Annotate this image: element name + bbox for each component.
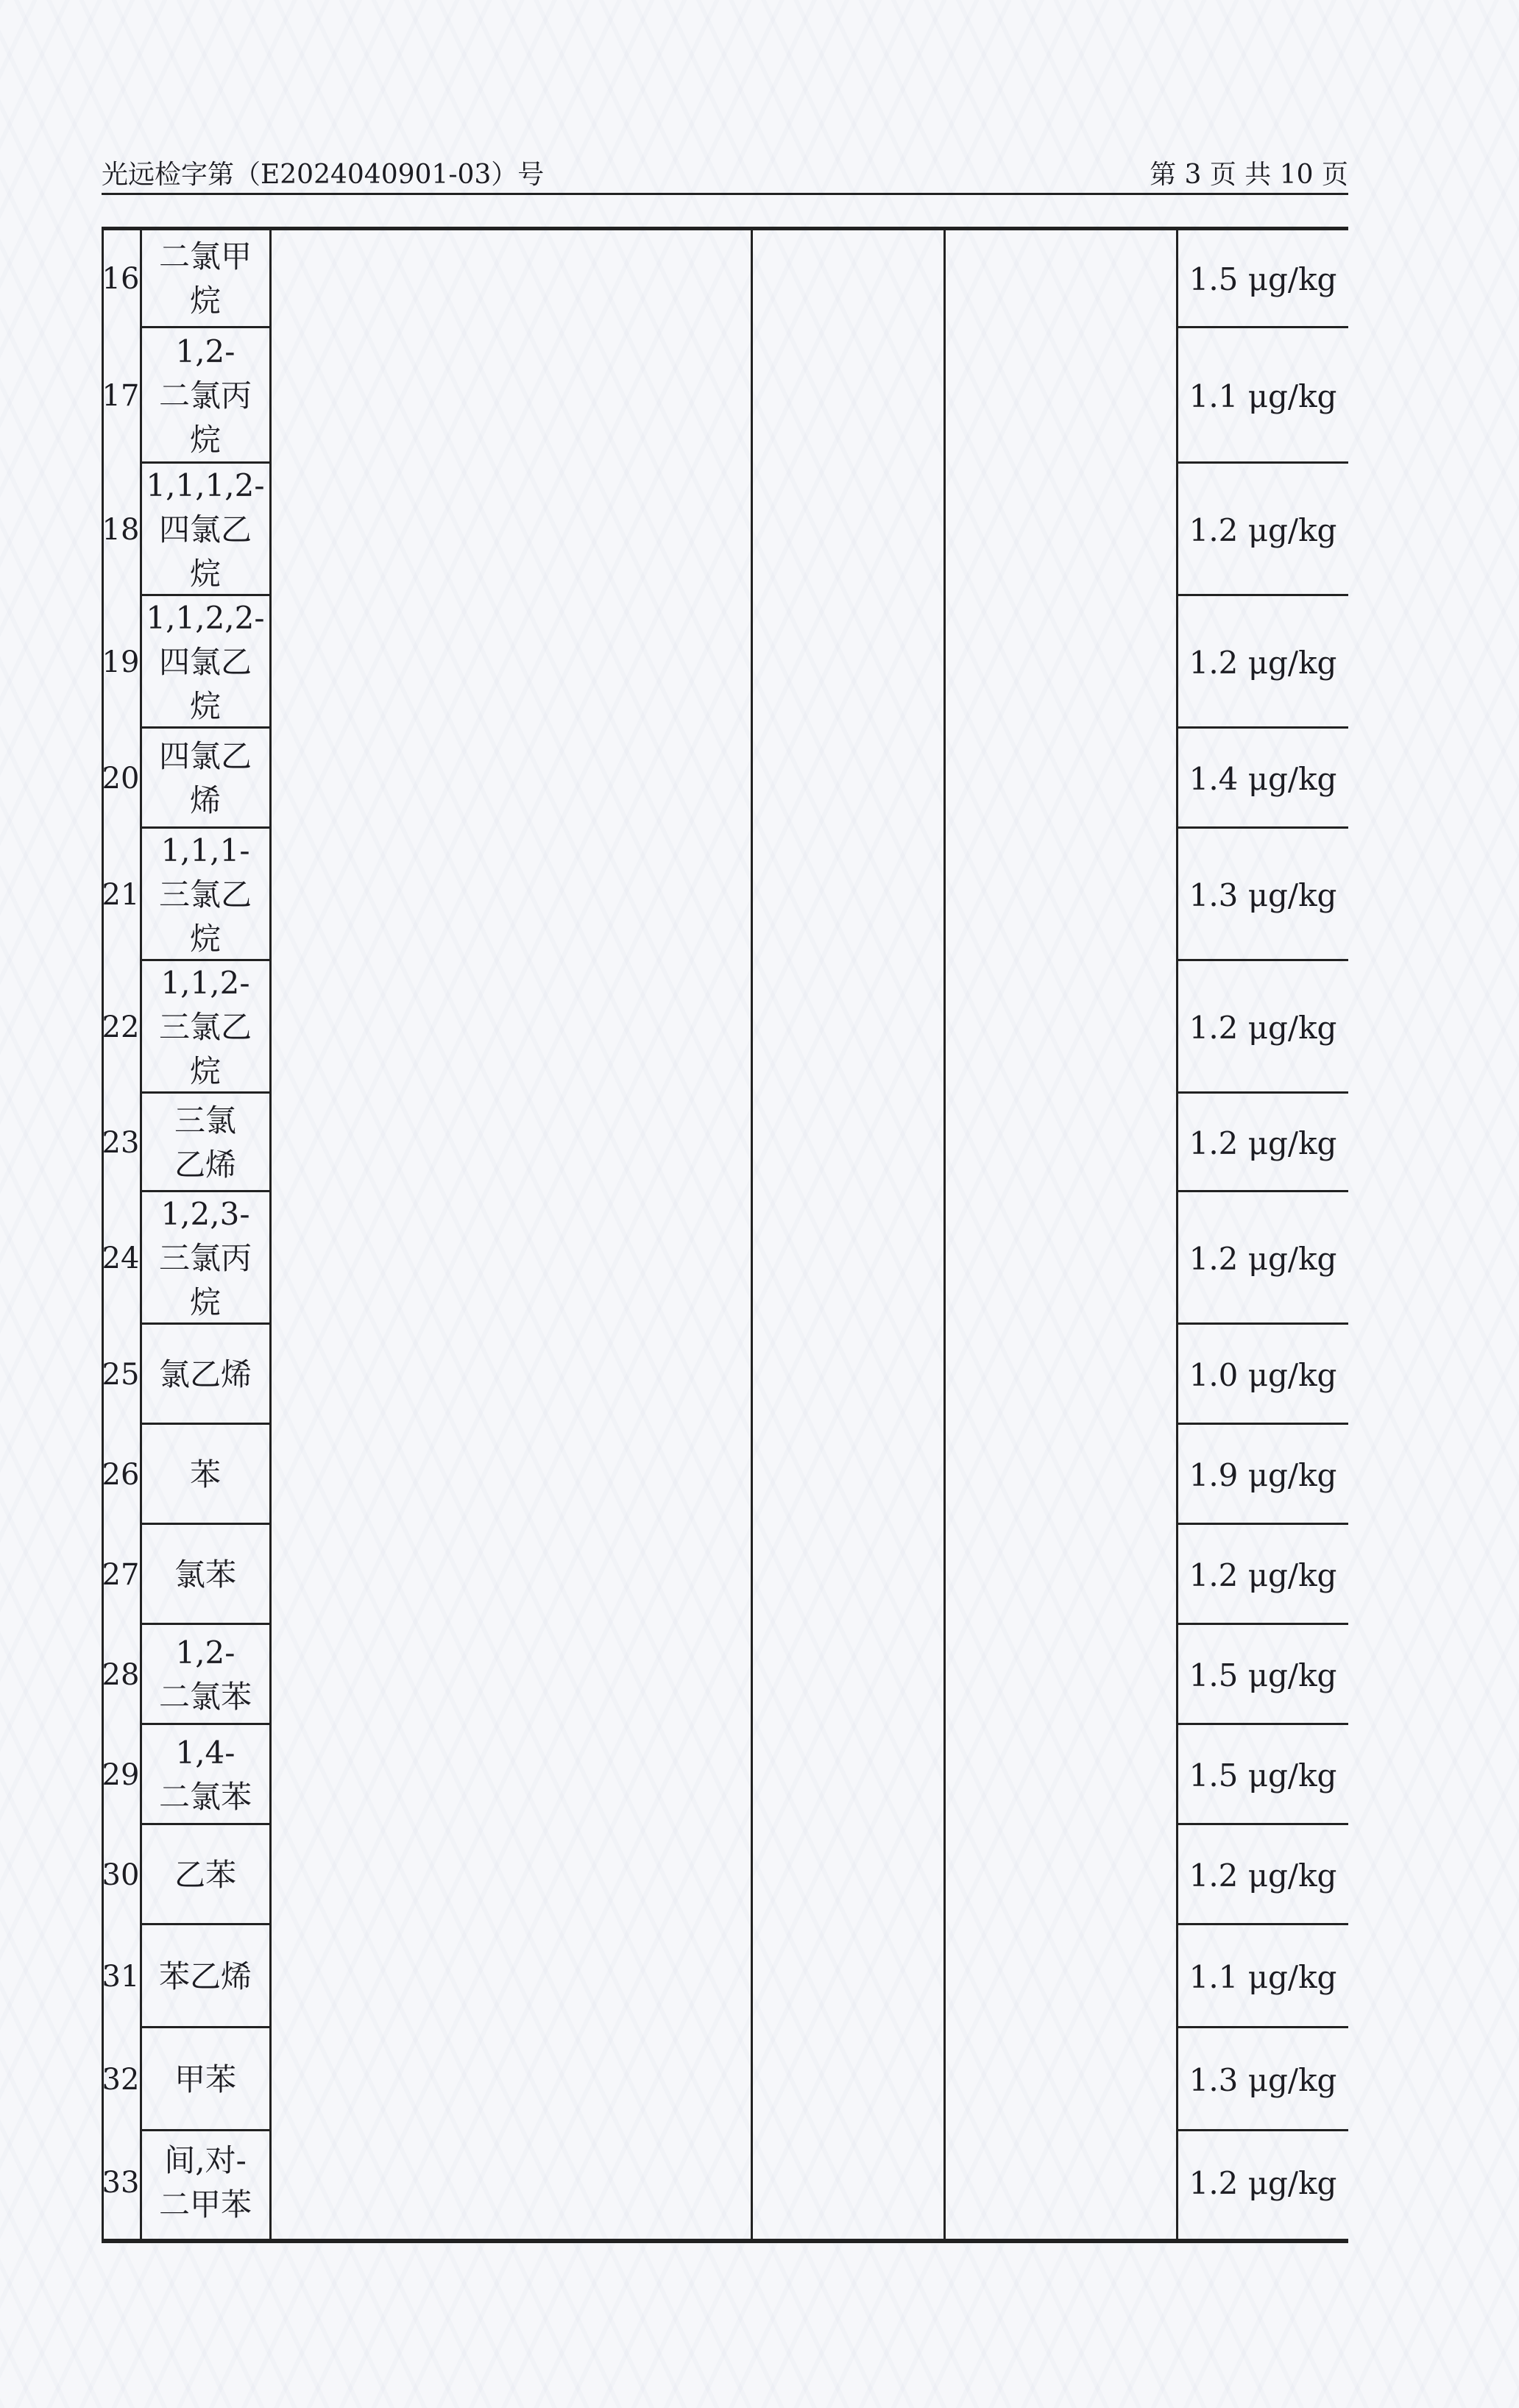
table-row: [102, 2028, 1348, 2131]
table-row: [102, 1825, 1348, 1925]
table-row: [102, 230, 1348, 328]
analyte-name: 间,对- 二甲苯: [158, 2142, 252, 2223]
page-number: 第 3 页 共 10 页: [1150, 160, 1348, 190]
analyte-name: 1,1,1,2- 四氯乙 烷: [146, 467, 265, 592]
row-number: 30: [102, 1858, 140, 1892]
row-number: 23: [102, 1126, 140, 1160]
table-row: [102, 1625, 1348, 1725]
detection-limit: 1.1 μg/kg: [1189, 1958, 1337, 1995]
table-row: [102, 328, 1348, 464]
analyte-name: 1,1,2- 三氯乙 烷: [158, 965, 252, 1089]
analyte-name: 1,1,2,2- 四氯乙 烷: [146, 600, 265, 724]
analyte-name: 乙苯: [174, 1857, 236, 1893]
row-number: 28: [102, 1658, 140, 1692]
table-bottom-border: [102, 2239, 1348, 2243]
detection-limit: 1.3 μg/kg: [1189, 877, 1337, 913]
table-row: [102, 1925, 1348, 2028]
row-number: 22: [102, 1010, 140, 1044]
detection-limit: 1.2 μg/kg: [1189, 1557, 1337, 1593]
detection-limit: 1.9 μg/kg: [1189, 1456, 1337, 1493]
analyte-name: 1,4- 二氯苯: [158, 1735, 252, 1815]
analyte-name: 1,1,1- 三氯乙 烷: [158, 832, 252, 957]
row-number: 21: [102, 878, 140, 912]
table-row: [102, 961, 1348, 1094]
analyte-name: 四氯乙 烯: [158, 738, 252, 818]
table-row: [102, 596, 1348, 729]
row-number: 29: [102, 1758, 140, 1792]
detection-limit: 1.5 μg/kg: [1189, 1657, 1337, 1693]
analyte-name: 三氯 乙烯: [174, 1102, 236, 1183]
header-rule: [102, 193, 1348, 195]
detection-limit: 1.3 μg/kg: [1189, 2061, 1337, 2098]
table-row: [102, 729, 1348, 829]
table-row: [102, 1525, 1348, 1625]
analyte-name: 甲苯: [174, 2061, 236, 2097]
row-number: 25: [102, 1358, 140, 1392]
detection-limit: 1.2 μg/kg: [1189, 1857, 1337, 1894]
row-number: 31: [102, 1960, 140, 1994]
analyte-name: 1,2- 二氯丙 烷: [158, 333, 252, 458]
table-row: [102, 2131, 1348, 2234]
detection-limit: 1.5 μg/kg: [1189, 1757, 1337, 1793]
table-row: [102, 829, 1348, 961]
analyte-name: 二氯甲 烷: [158, 238, 252, 319]
analyte-name: 氯乙烯: [158, 1356, 252, 1392]
row-number: 18: [102, 513, 140, 547]
analyte-name: 氯苯: [174, 1557, 236, 1593]
row-number: 32: [102, 2063, 140, 2097]
detection-limit: 1.1 μg/kg: [1189, 378, 1337, 414]
row-number: 17: [102, 379, 140, 413]
table-row: [102, 1425, 1348, 1525]
analyte-name: 1,2- 二氯苯: [158, 1635, 252, 1715]
detection-limit: 1.5 μg/kg: [1189, 261, 1337, 297]
detection-limit: 1.4 μg/kg: [1189, 760, 1337, 797]
row-number: 26: [102, 1458, 140, 1492]
analyte-name: 1,2,3- 三氯丙 烷: [158, 1196, 252, 1320]
row-number: 20: [102, 762, 140, 796]
analyte-name: 苯乙烯: [158, 1958, 252, 1994]
detection-limit: 1.2 μg/kg: [1189, 2164, 1337, 2201]
detection-limit: 1.0 μg/kg: [1189, 1356, 1337, 1393]
row-number: 19: [102, 645, 140, 679]
detection-limit: 1.2 μg/kg: [1189, 1009, 1337, 1046]
row-number: 33: [102, 2166, 140, 2200]
table-row: [102, 1325, 1348, 1425]
table-row: [102, 1725, 1348, 1825]
table-row: [102, 1192, 1348, 1325]
report-number: 光远检字第（E2024040901-03）号: [102, 160, 545, 190]
detection-limit-table: [102, 230, 1348, 2234]
table-row: [102, 464, 1348, 596]
row-number: 16: [102, 262, 140, 296]
detection-limit: 1.2 μg/kg: [1189, 1240, 1337, 1277]
row-number: 24: [102, 1242, 140, 1275]
page-header: [102, 155, 1348, 196]
detection-limit: 1.2 μg/kg: [1189, 1125, 1337, 1161]
row-number: 27: [102, 1558, 140, 1592]
analyte-name: 苯: [189, 1456, 221, 1492]
table-row: [102, 1094, 1348, 1192]
detection-limit: 1.2 μg/kg: [1189, 511, 1337, 548]
detection-limit: 1.2 μg/kg: [1189, 644, 1337, 681]
